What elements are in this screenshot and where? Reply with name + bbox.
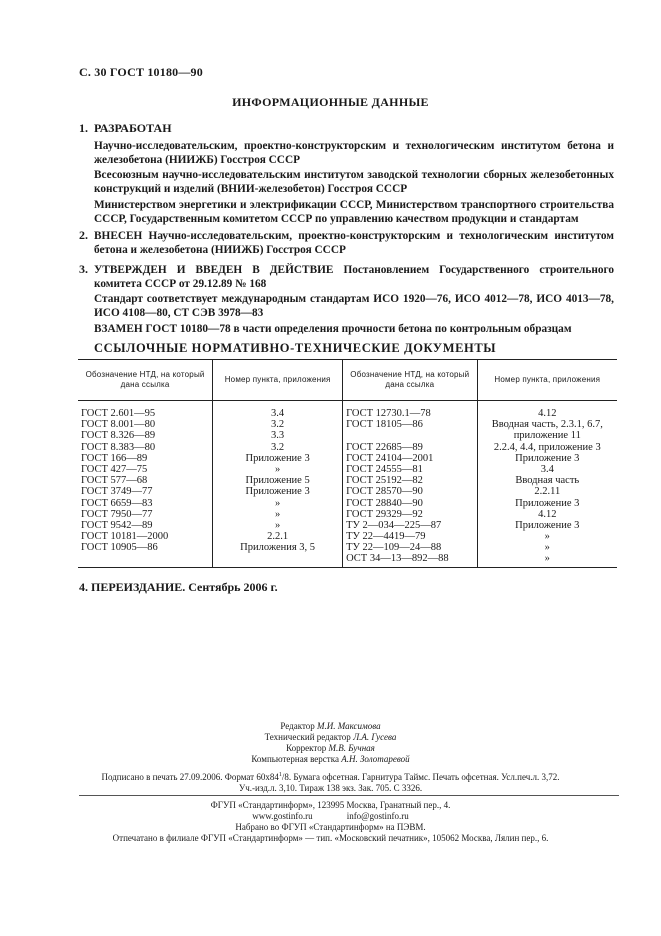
reference-doc: ГОСТ 7950—77 [81,508,153,520]
reference-doc: ГОСТ 28570—90 [346,486,423,498]
reference-doc: ГОСТ 2.601—95 [81,408,156,419]
publisher-typeset: Набрано во ФГУП «Стандартинформ» на ПЭВМ. [235,822,426,832]
reference-doc: ГОСТ 10905—86 [81,542,158,554]
reference-doc [346,430,476,441]
references-table [78,359,617,568]
publisher-block [0,800,661,844]
reference-item: Вводная часть [515,475,580,487]
reference-item: 3.2 [271,441,285,453]
reference-item: 2.2.4, 4.4, приложение 3 [493,441,601,453]
section-1-heading: РАЗРАБОТАН [94,121,172,135]
header-item-left: Номер пункта, приложения [213,360,343,401]
publisher-website[interactable]: www.gostinfo.ru [252,811,313,821]
section-2-text: ВНЕСЕН Научно-исследовательским, проектно-конструкторским и технологическим институтом бетона и железобетона (НИИЖБ) Госстроя СССР [94,230,614,256]
reference-item: » [274,463,281,475]
reference-item: 4.12 [538,408,557,419]
reference-doc: ГОСТ 6659—83 [81,497,153,509]
right-docs-column [343,401,477,568]
reference-doc: ГОСТ 12730.1—78 [346,408,431,419]
reference-item: 3.4 [271,408,285,419]
reference-doc: ОСТ 34—13—892—88 [346,553,449,565]
reference-item: 4.12 [538,508,557,520]
reference-doc: ГОСТ 24555—81 [346,463,423,475]
reference-doc: ГОСТ 22685—89 [346,441,423,453]
credit-tech-editor: Технический редактор Л.А. Гусева [264,732,397,742]
section-1-paragraph-2: Всесоюзным научно-исследовательским институтом заводской технологии сборных железобетонных конструкций и изделий (ВНИИ-железобетон) Госстроя СССР [94,169,614,195]
right-items-column [477,401,617,568]
publisher-printed: Отпечатано в филиале ФГУП «Стандартинформ» — тип. «Московский печатник», 105062 Москва, Лялин пер., 6. [112,833,549,843]
reference-item: Приложение 5 [245,475,310,487]
reference-item: Приложение 3 [515,497,580,509]
section-4-number: 4. [79,580,88,594]
imprint-line-1: Подписано в печать 27.09.2006. Формат $60x84^1/8$. Бумага офсетная. Гарнитура Таймс. Печать офсетная. Усл.печ.л. 3,72. [101,772,560,782]
divider [79,795,619,796]
left-docs-column [78,401,213,568]
reference-item: 3.2 [271,419,285,431]
credit-layout: Компьютерная верстка А.Н. Золотаревой [251,754,410,764]
reference-item: 2.2.11 [534,486,561,498]
section-1-paragraph-3: Министерством энергетики и электрификации СССР, Министерством транспортного строительства СССР, Государственным комитетом СССР по управлению качеством продукции и стандартам [94,199,614,225]
reference-doc: ГОСТ 3749—77 [81,486,153,498]
imprint-block [0,770,661,794]
imprint-line-2: Уч.-изд.л. 3,10. Тираж 138 экз. Зак. 705. С 3326. [238,783,423,793]
reference-item: Приложение 3 [245,486,310,498]
section-3-text: УТВЕРЖДЕН И ВВЕДЕН В ДЕЙСТВИЕ Постановлением Государственного строительного комитета СССР от 29.12.89 № 168 [94,264,614,290]
reference-doc: ТУ 22—109—24—88 [346,542,442,554]
reference-doc: ГОСТ 28840—90 [346,497,423,509]
references-body [78,401,617,568]
reference-doc: ГОСТ 9542—89 [81,519,153,531]
reference-doc: ГОСТ 427—75 [81,463,148,475]
references-title: ССЫЛОЧНЫЕ НОРМАТИВНО-ТЕХНИЧЕСКИЕ ДОКУМЕНТЫ [94,341,497,355]
reference-item: » [274,497,281,509]
reference-doc: ГОСТ 8.001—80 [81,419,156,431]
reference-item: Вводная часть, 2.3.1, 6.7, [491,419,603,431]
reference-doc: ГОСТ 577—68 [81,475,148,487]
section-4 [79,580,278,595]
publisher-address: ФГУП «Стандартинформ», 123995 Москва, Гранатный пер., 4. [210,800,451,810]
left-items-column [213,401,343,568]
reference-doc: ГОСТ 25192—82 [346,475,423,487]
header-doc-right: Обозначение НТД, на который дана ссылка [343,360,477,401]
reference-item: » [274,508,281,520]
section-2-number: 2. [79,228,88,242]
publisher-email[interactable]: info@gostinfo.ru [346,811,409,821]
reference-doc: ГОСТ 18105—86 [346,419,423,431]
reference-item: » [274,519,281,531]
credits-block [0,721,661,765]
reference-doc: ТУ 2—034—225—87 [346,519,442,531]
reference-item: 3.4 [540,463,554,475]
reference-doc: ГОСТ 8.383—80 [81,441,156,453]
section-3-replaces: ВЗАМЕН ГОСТ 10180—78 в части определения прочности бетона по контрольным образцам [94,323,572,335]
reference-doc: ТУ 22—4419—79 [346,531,426,543]
reference-doc: ГОСТ 8.326—89 [81,430,156,442]
reference-item: 2.2.1 [267,531,289,543]
header-item-right: Номер пункта, приложения [477,360,617,401]
credit-proofreader: Корректор М.В. Бучная [286,743,375,753]
section-3-compliance: Стандарт соответствует международным стандартам ИСО 1920—76, ИСО 4012—78, ИСО 4013—78, ИСО 4108—80, СТ СЭВ 3978—83 [94,293,614,319]
reference-doc: ГОСТ 24104—2001 [346,452,434,464]
reference-doc: ГОСТ 166—89 [81,452,148,464]
reference-doc: ГОСТ 29329—92 [346,508,423,520]
section-4-text: ПЕРЕИЗДАНИЕ. Сентябрь 2006 г. [91,580,278,594]
publisher-contacts [0,811,661,822]
reference-item: Приложение 3 [245,452,310,464]
reference-item: Приложение 3 [515,452,580,464]
reference-item: » [544,553,550,565]
reference-item: 3.3 [271,430,285,442]
reference-item: Приложение 3 [515,519,580,531]
section-3-number: 3. [79,262,88,276]
credit-editor: Редактор М.И. Максимова [280,721,381,731]
reference-doc: ГОСТ 10181—2000 [81,531,169,543]
header-doc-left: Обозначение НТД, на который дана ссылка [78,360,213,401]
page-title: ИНФОРМАЦИОННЫЕ ДАННЫЕ [232,95,429,109]
section-1-number: 1. [79,121,88,135]
reference-item: » [544,542,550,554]
reference-item: Приложения 3, 5 [240,542,316,554]
reference-item: » [544,531,550,543]
page-header: С. 30 ГОСТ 10180—90 [79,65,203,79]
section-1-paragraph-1: Научно-исследовательским, проектно-конструкторским и технологическим институтом бетона и железобетона (НИИЖБ) Госстроя СССР [94,140,614,166]
reference-item: приложение 11 [513,430,581,442]
